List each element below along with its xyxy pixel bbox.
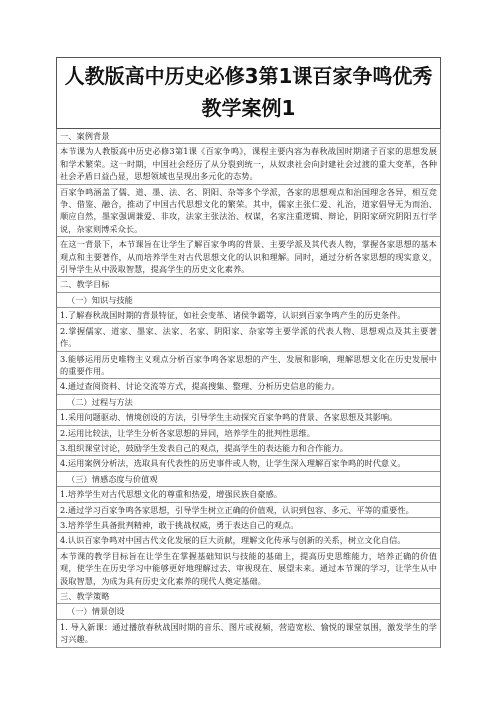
content-row: 三、教学策略	[57, 589, 440, 604]
content-row: 2.运用比较法，让学生分析各家思想的异同，培养学生的批判性思维。	[57, 426, 440, 441]
content-row: 3.培养学生具备批判精神，敢于挑战权威，勇于表达自己的观点。	[57, 518, 440, 533]
content-row: 4.认识百家争鸣对中国古代文化发展的巨大贡献，理解文化传承与创新的关系，树立文化自信。	[57, 533, 440, 548]
content-row: 4.运用案例分析法，选取具有代表性的历史事件或人物，让学生深入理解百家争鸣的时代意义。	[57, 456, 440, 471]
content-row: 一、案例背景	[57, 129, 440, 144]
content-row: 在这一背景下，本节课旨在让学生了解百家争鸣的背景、主要学派及其代表人物，掌握各家思想的基本观点和主要著作，从而培养学生对古代思想文化的认识和理解。同时，通过分析各家思想的现实意义，引导学生从中汲取智慧，提高学生的历史文化素养。	[57, 237, 440, 277]
content-row: （三）情感态度与价值观	[57, 472, 440, 487]
content-row: 1.了解春秋战国时期的背景特征，如社会变革、诸侯争霸等，认识到百家争鸣产生的历史条件。	[57, 308, 440, 323]
content-row: 1.采用问题驱动、情境创设的方法，引导学生主动探究百家争鸣的背景、各家思想及其影响。	[57, 410, 440, 425]
content-row: 本节课为人教版高中历史必修3第1课《百家争鸣》，课程主要内容为春秋战国时期诸子百家的思想发展和学术繁荣。这一时期，中国社会经历了从分裂到统一，从奴隶社会向封建社会过渡的重大变革，各种社会矛盾日益凸显，思想领域也呈现出多元化的态势。	[57, 144, 440, 184]
content-row: 1.培养学生对古代思想文化的尊重和热爱，增强民族自豪感。	[57, 487, 440, 502]
content-row: 2.掌握儒家、道家、墨家、法家、名家、阴阳家、杂家等主要学派的代表人物、思想观点及其主要著作。	[57, 324, 440, 352]
document-title: 人教版高中历史必修3第1课百家争鸣优秀教学案例1	[64, 64, 433, 120]
content-row: 本节课的教学目标旨在让学生在掌握基础知识与技能的基础上，提高历史思维能力，培养正确的价值观，使学生在历史学习中能够更好地理解过去、审视现在、展望未来。通过本节课的学习，让学生从中汲取智慧，为成为具有历史文化素养的现代人奠定基础。	[57, 549, 440, 589]
title-box	[56, 57, 441, 129]
document-page	[56, 57, 441, 648]
content-row: 二、教学目标	[57, 277, 440, 292]
content-row: （一）知识与技能	[57, 293, 440, 308]
content-row: 百家争鸣涵盖了儒、道、墨、法、名、阴阳、杂等多个学派，各家的思想观点和治国理念各异，相互竞争、借鉴、融合，推动了中国古代思想文化的繁荣。其中，儒家主张仁爱、礼治，道家倡导无为而治、顺应自然，墨家强调兼爱、非攻，法家主张法治、权谋，名家注重逻辑、辩论，阴阳家研究阴阳五行学说，杂家则博采众长。	[57, 185, 440, 238]
content-row: （一）情景创设	[57, 604, 440, 619]
content-row: 4.通过查阅资料、讨论交流等方式，提高搜集、整理、分析历史信息的能力。	[57, 379, 440, 394]
content-table	[56, 129, 441, 648]
content-row: 2.通过学习百家争鸣各家思想，引导学生树立正确的价值观，认识到包容、多元、平等的重要性。	[57, 503, 440, 518]
content-row: 3.组织课堂讨论，鼓励学生发表自己的观点，提高学生的表达能力和合作能力。	[57, 441, 440, 456]
content-row: 3.能够运用历史唯物主义观点分析百家争鸣各家思想的产生、发展和影响，理解思想文化在历史发展中的重要作用。	[57, 352, 440, 380]
content-row: （二）过程与方法	[57, 395, 440, 410]
content-row: 1. 导入新课：通过播放春秋战国时期的音乐、图片或视频，营造宽松、愉悦的课堂氛围，激发学生的学习兴趣。	[57, 620, 440, 648]
